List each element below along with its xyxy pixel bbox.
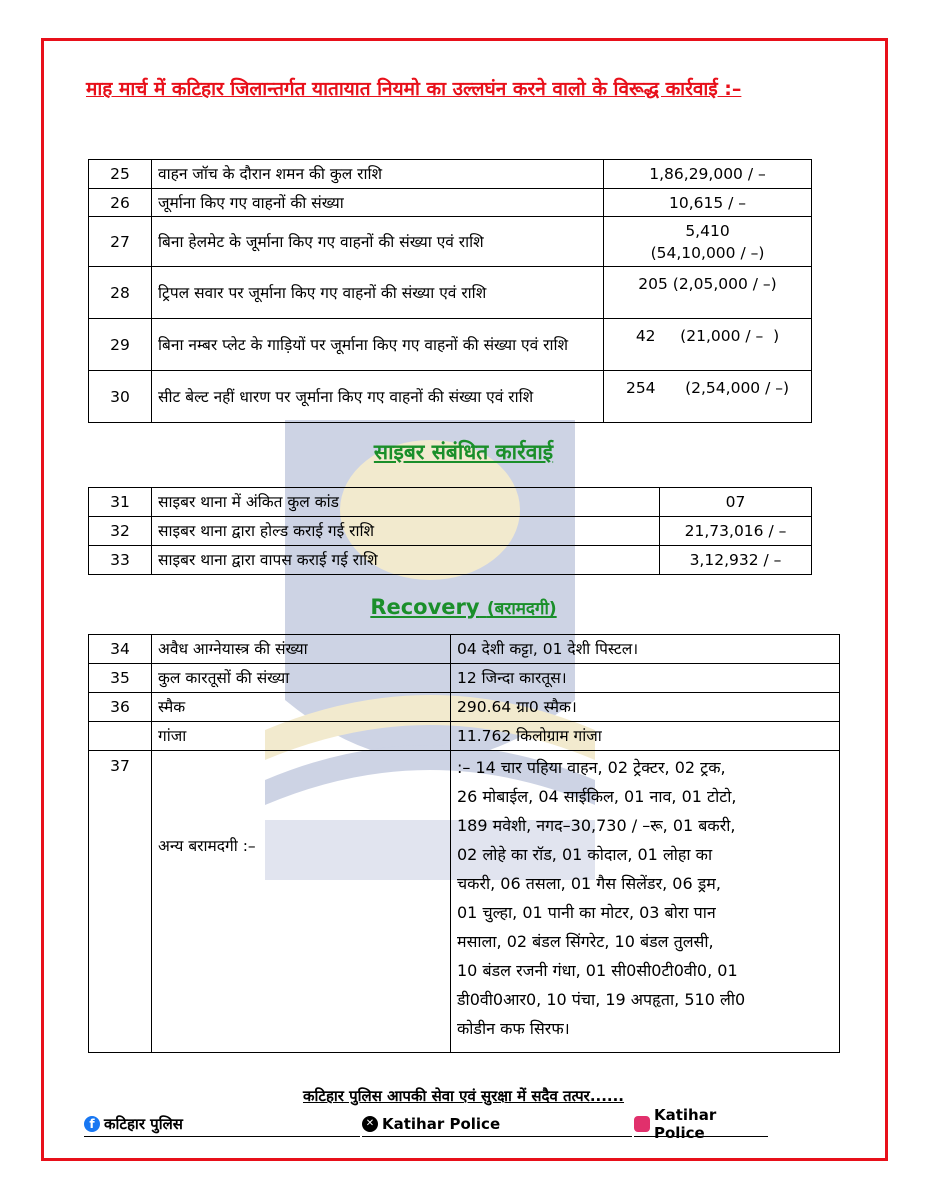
row-description: साइबर थाना द्वारा वापस कराई गई राशि — [152, 546, 660, 575]
x-icon: ✕ — [362, 1116, 378, 1132]
list-item: 26 मोबाईल, 04 साईकिल, 01 नाव, 01 टोटो, — [457, 787, 737, 806]
row-description: कुल कारतूसों की संख्या — [152, 664, 451, 693]
row-description: स्मैक — [152, 693, 451, 722]
cyber-action-table — [88, 487, 812, 575]
list-item: :– 14 चार पहिया वाहन, 02 ट्रेक्टर, 02 ट्रक, — [457, 758, 726, 777]
list-item: डी0वी0आर0, 10 पंचा, 19 अपहृता, 510 ली0 — [457, 990, 746, 1009]
facebook-handle: कटिहार पुलिस — [104, 1115, 183, 1133]
x-link[interactable] — [362, 1112, 632, 1137]
row-number: 37 — [89, 751, 152, 1053]
row-number: 27 — [89, 217, 152, 267]
list-item: 01 चुल्हा, 01 पानी का मोटर, 03 बोरा पान — [457, 903, 716, 922]
row-number: 35 — [89, 664, 152, 693]
row-value: 07 — [660, 488, 812, 517]
recovery-section-heading — [0, 595, 927, 619]
row-value: 254 (2,54,000 / –) — [604, 371, 812, 423]
table-row — [89, 371, 812, 423]
row-value — [604, 217, 812, 267]
list-item: 10 बंडल रजनी गंधा, 01 सी0सी0टी0वी0, 01 — [457, 961, 738, 980]
row-value: 11.762 किलोग्राम गांजा — [451, 722, 840, 751]
table-row — [89, 664, 840, 693]
table-row — [89, 160, 812, 189]
recovery-heading-sub: (बरामदगी) — [486, 599, 557, 619]
table-row — [89, 319, 812, 371]
row-value: 3,12,932 / – — [660, 546, 812, 575]
cyber-section-heading: साइबर संबंधित कार्रवाई — [373, 440, 554, 464]
row-number: 25 — [89, 160, 152, 189]
row-value: 290.64 ग्रा0 स्मैक। — [451, 693, 840, 722]
table-row — [89, 693, 840, 722]
row-number: 33 — [89, 546, 152, 575]
page-heading: माह मार्च में कटिहार जिलान्तर्गत यातायात नियमो का उल्लघंन करने वालो के विरूद्ध कार्रवाई :– — [86, 78, 742, 100]
row-value-count: 5,410 — [685, 221, 730, 240]
row-number — [89, 722, 152, 751]
facebook-link[interactable] — [84, 1112, 360, 1137]
row-description — [152, 751, 451, 1053]
row-value-amount: (54,10,000 / –) — [650, 243, 765, 262]
row-value: 04 देशी कट्टा, 01 देशी पिस्टल। — [451, 635, 840, 664]
table-row — [89, 635, 840, 664]
row-description: साइबर थाना द्वारा होल्ड कराई गई राशि — [152, 517, 660, 546]
table-row — [89, 488, 812, 517]
footer-tagline: कटिहार पुलिस आपकी सेवा एवं सुरक्षा में सदैव तत्पर...... — [302, 1087, 625, 1105]
table-row — [89, 546, 812, 575]
row-number: 32 — [89, 517, 152, 546]
traffic-action-table — [88, 159, 812, 423]
row-description: ट्रिपल सवार पर जूर्माना किए गए वाहनों की संख्या एवं राशि — [152, 267, 604, 319]
list-item: 189 मवेशी, नगद–30,730 / –रू, 01 बकरी, — [457, 816, 736, 835]
row-description: सीट बेल्ट नहीं धारण पर जूर्माना किए गए वाहनों की संख्या एवं राशि — [152, 371, 604, 423]
x-handle: Katihar Police — [382, 1115, 501, 1133]
row-description: जूर्माना किए गए वाहनों की संख्या — [152, 189, 604, 217]
row-description: गांजा — [152, 722, 451, 751]
table-row — [89, 217, 812, 267]
row-value: 21,73,016 / – — [660, 517, 812, 546]
facebook-icon: f — [84, 1116, 100, 1132]
table-row — [89, 722, 840, 751]
row-value: 205 (2,05,000 / –) — [604, 267, 812, 319]
list-item: चकरी, 06 तसला, 01 गैस सिलेंडर, 06 ड्रम, — [457, 874, 721, 893]
row-description: बिना हेलमेट के जूर्माना किए गए वाहनों की संख्या एवं राशि — [152, 217, 604, 267]
recovery-table — [88, 634, 840, 1053]
instagram-handle: Katihar Police — [654, 1106, 717, 1142]
list-item: 02 लोहे का रॉड, 01 कोदाल, 01 लोहा का — [457, 845, 713, 864]
instagram-link[interactable] — [634, 1106, 768, 1142]
row-number: 29 — [89, 319, 152, 371]
row-value: 12 जिन्दा कारतूस। — [451, 664, 840, 693]
row-value: 10,615 / – — [604, 189, 812, 217]
instagram-icon — [634, 1116, 650, 1132]
row-description: बिना नम्बर प्लेट के गाड़ियों पर जूर्माना किए गए वाहनों की संख्या एवं राशि — [152, 319, 604, 371]
row-value: 42 (21,000 / – ) — [604, 319, 812, 371]
table-row — [89, 267, 812, 319]
row-number: 34 — [89, 635, 152, 664]
row-description: वाहन जॉच के दौरान शमन की कुल राशि — [152, 160, 604, 189]
row-description: अवैध आग्नेयास्त्र की संख्या — [152, 635, 451, 664]
row-number: 31 — [89, 488, 152, 517]
list-item: मसाला, 02 बंडल सिंगरेट, 10 बंडल तुलसी, — [457, 932, 714, 951]
row-description: साइबर थाना में अंकित कुल कांड — [152, 488, 660, 517]
row-value: 1,86,29,000 / – — [604, 160, 812, 189]
other-recovery-label: अन्य बरामदगी :– — [158, 837, 256, 855]
table-row — [89, 189, 812, 217]
list-item: कोडीन कफ सिरफ। — [457, 1019, 570, 1038]
row-number: 26 — [89, 189, 152, 217]
other-recovery-list — [451, 751, 840, 1053]
row-number: 30 — [89, 371, 152, 423]
row-number: 28 — [89, 267, 152, 319]
table-row — [89, 751, 840, 1053]
recovery-heading-main: Recovery — [370, 595, 480, 619]
row-number: 36 — [89, 693, 152, 722]
table-row — [89, 517, 812, 546]
